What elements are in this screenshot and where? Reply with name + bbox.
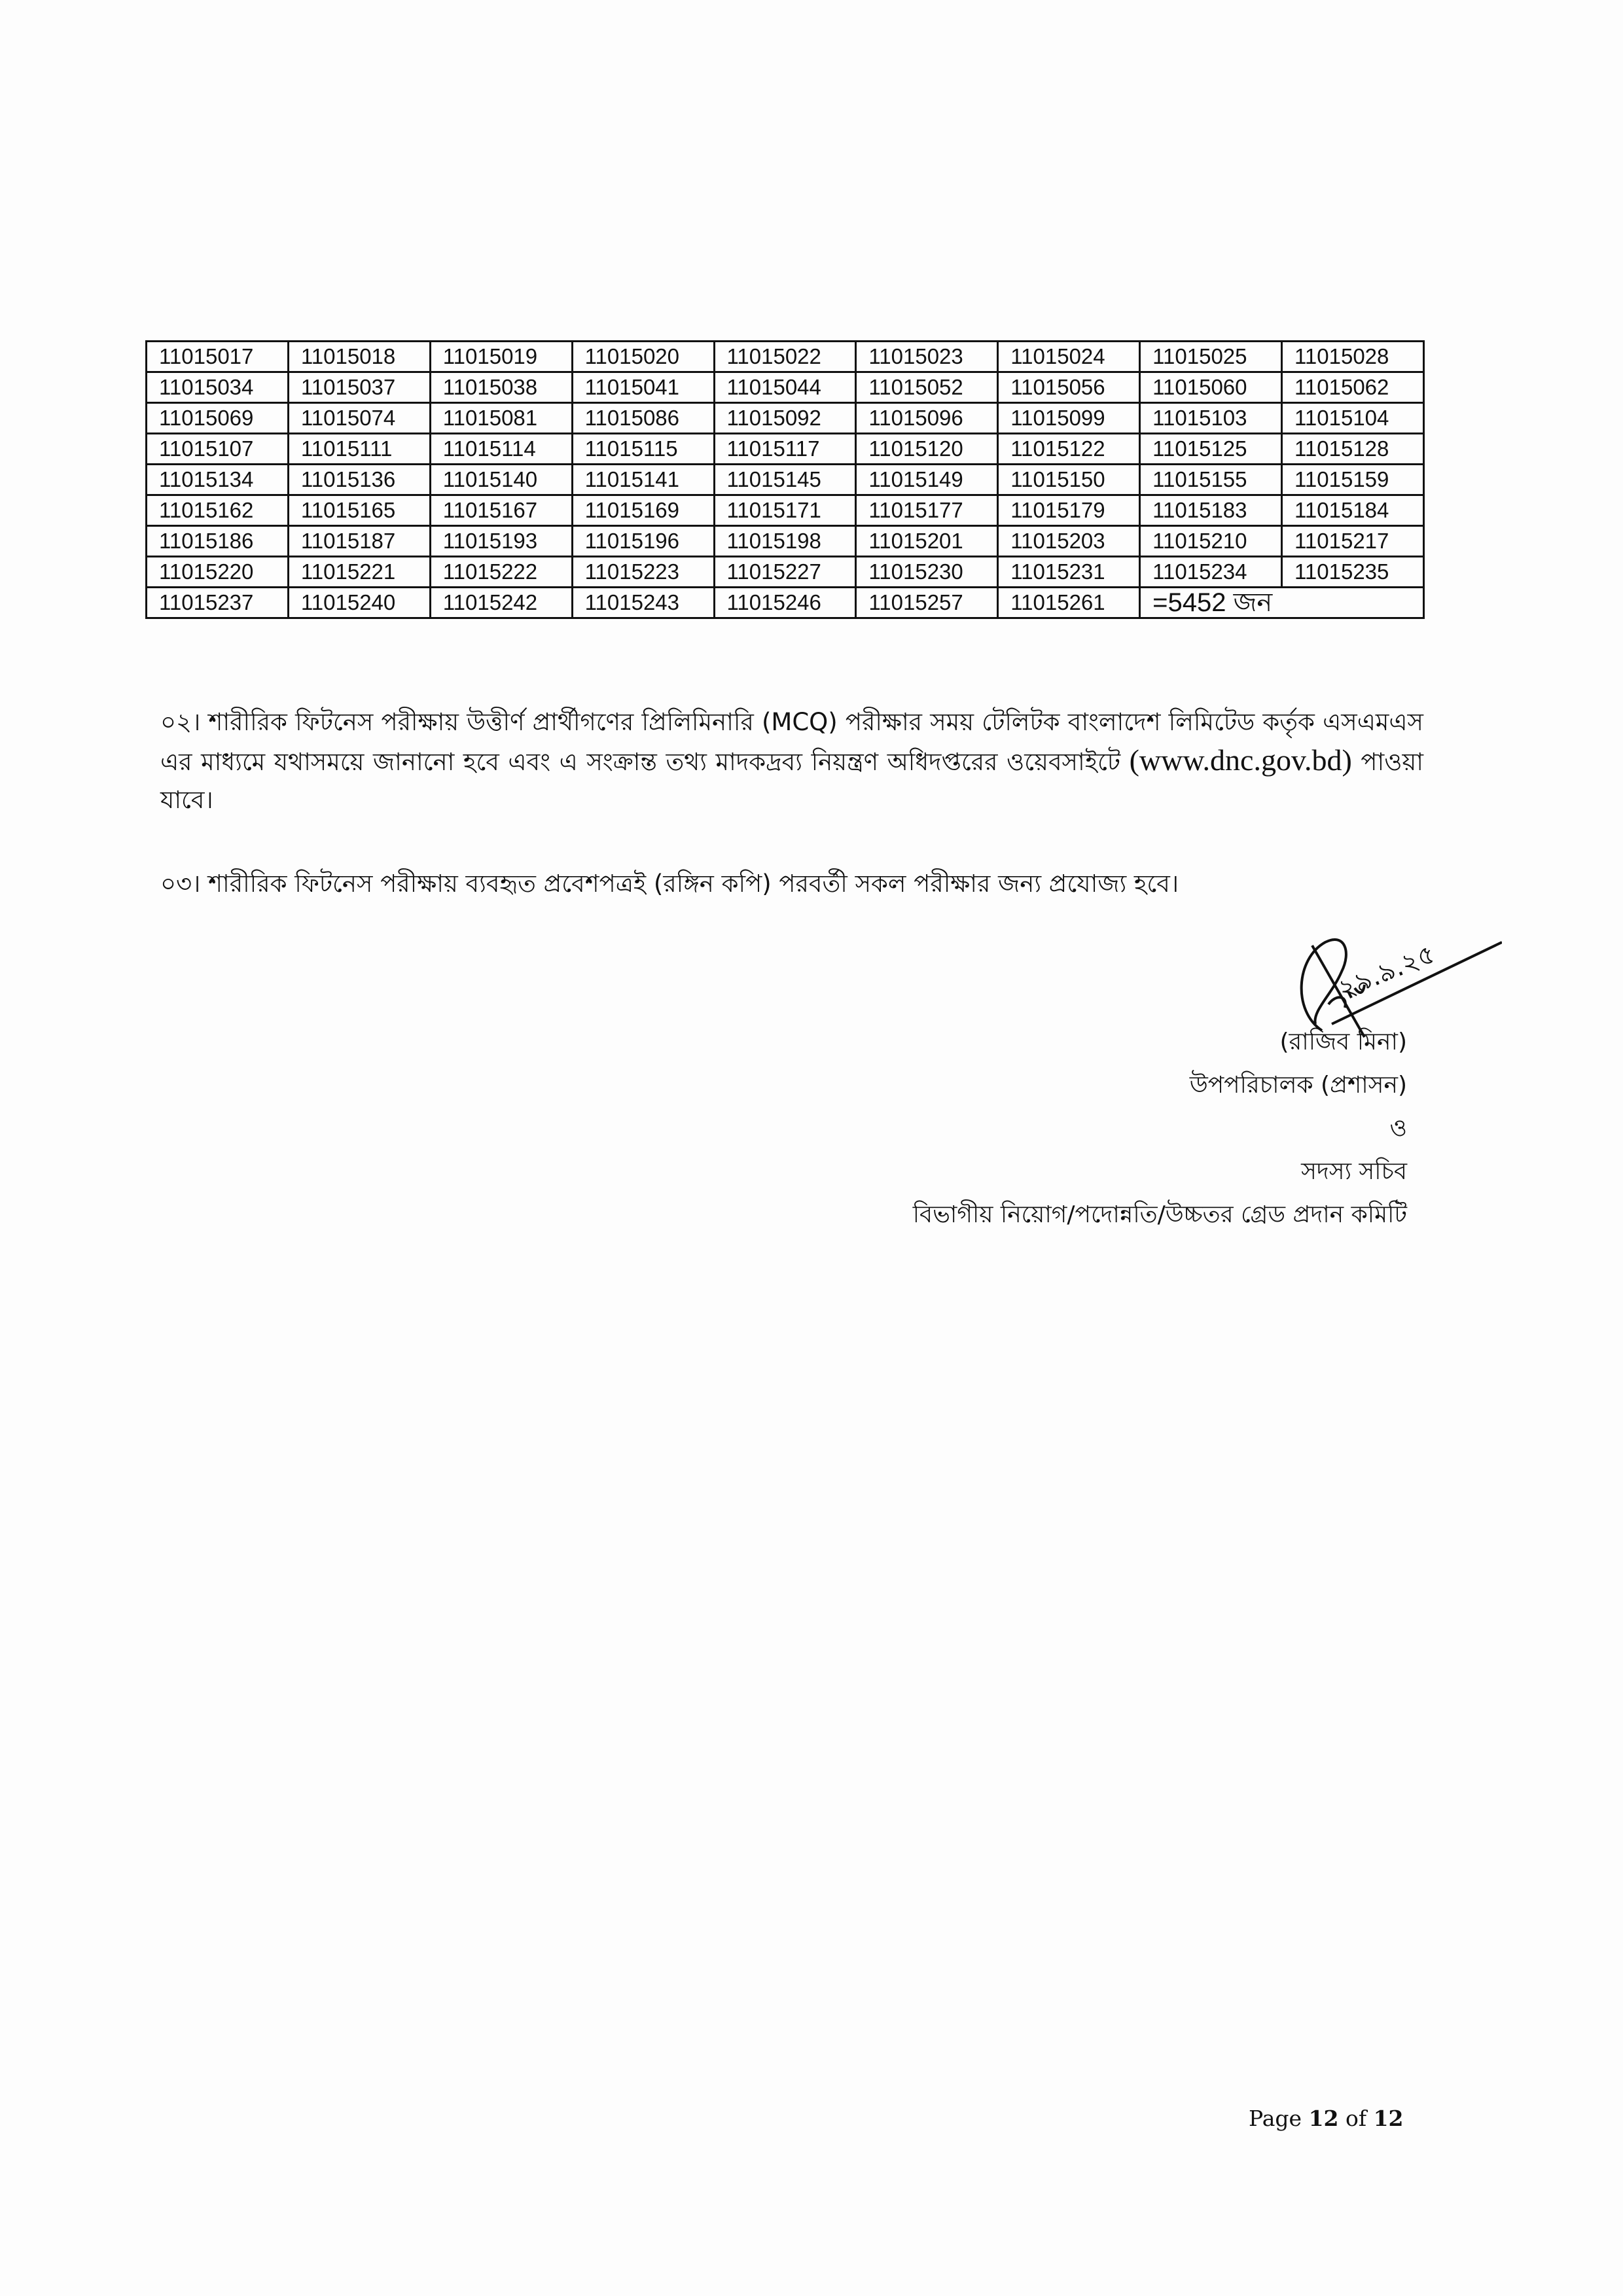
roll-number-cell: 11015037	[288, 372, 430, 403]
roll-number-cell: 11015104	[1282, 403, 1424, 434]
roll-number-cell: 11015099	[998, 403, 1140, 434]
roll-number-cell: 11015056	[998, 372, 1140, 403]
roll-number-cell: 11015203	[998, 526, 1140, 557]
roll-number-cell: 11015024	[998, 342, 1140, 372]
roll-number-cell: 11015111	[288, 434, 430, 465]
roll-number-cell: 11015162	[147, 495, 289, 526]
paragraph-02	[160, 703, 1423, 819]
roll-number-cell: 11015150	[998, 465, 1140, 495]
roll-number-cell: 11015125	[1140, 434, 1282, 465]
roll-number-cell: 11015243	[572, 588, 714, 618]
signatory-role: সদস্য সচিব	[1301, 1158, 1407, 1185]
page-number	[1249, 2106, 1404, 2131]
roll-number-cell: 11015198	[714, 526, 856, 557]
roll-number-cell: 11015230	[856, 557, 998, 588]
table-row	[147, 588, 1424, 618]
roll-number-cell: 11015120	[856, 434, 998, 465]
roll-number-cell: 11015145	[714, 465, 856, 495]
signatory-name: (রাজিব মিনা)	[1279, 1029, 1407, 1055]
signatory-conjunction: ও	[1389, 1115, 1407, 1142]
roll-number-cell: 11015187	[288, 526, 430, 557]
roll-number-cell: 11015141	[572, 465, 714, 495]
roll-number-cell: 11015041	[572, 372, 714, 403]
roll-number-cell: 11015081	[430, 403, 572, 434]
roll-number-cell: 11015223	[572, 557, 714, 588]
roll-number-cell: 11015184	[1282, 495, 1424, 526]
roll-number-cell: 11015122	[998, 434, 1140, 465]
roll-number-cell: 11015117	[714, 434, 856, 465]
roll-number-cell: 11015052	[856, 372, 998, 403]
table-row	[147, 403, 1424, 434]
signatory-designation: উপপরিচালক (প্রশাসন)	[1189, 1072, 1407, 1099]
roll-number-cell: 11015220	[147, 557, 289, 588]
roll-number-cell: 11015186	[147, 526, 289, 557]
roll-number-cell: 11015242	[430, 588, 572, 618]
roll-number-cell: 11015038	[430, 372, 572, 403]
roll-number-cell: 11015115	[572, 434, 714, 465]
roll-number-cell: 11015134	[147, 465, 289, 495]
roll-number-cell: 11015257	[856, 588, 998, 618]
roll-number-cell: 11015020	[572, 342, 714, 372]
roll-number-cell: 11015155	[1140, 465, 1282, 495]
total-pages: 12	[1373, 2106, 1404, 2131]
roll-number-cell: 11015028	[1282, 342, 1424, 372]
roll-number-cell: 11015044	[714, 372, 856, 403]
roll-number-cell: 11015193	[430, 526, 572, 557]
roll-number-cell: 11015165	[288, 495, 430, 526]
website-link[interactable]: (www.dnc.gov.bd)	[1129, 743, 1352, 777]
roll-number-cell: 11015114	[430, 434, 572, 465]
roll-number-cell: 11015221	[288, 557, 430, 588]
page-word: Page	[1249, 2106, 1302, 2131]
roll-number-cell: 11015183	[1140, 495, 1282, 526]
paragraph-02-tail: পাওয়া যাবে।	[160, 748, 1423, 814]
roll-number-cell: 11015235	[1282, 557, 1424, 588]
roll-number-cell: 11015222	[430, 557, 572, 588]
roll-number-cell: 11015234	[1140, 557, 1282, 588]
table-row	[147, 434, 1424, 465]
roll-number-cell: 11015140	[430, 465, 572, 495]
roll-number-cell: 11015025	[1140, 342, 1282, 372]
roll-number-cell: 11015196	[572, 526, 714, 557]
roll-number-cell: 11015103	[1140, 403, 1282, 434]
roll-number-cell: 11015096	[856, 403, 998, 434]
roll-number-cell: 11015062	[1282, 372, 1424, 403]
roll-number-cell: 11015086	[572, 403, 714, 434]
table-row	[147, 342, 1424, 372]
roll-number-cell: 11015022	[714, 342, 856, 372]
roll-number-cell: 11015018	[288, 342, 430, 372]
roll-number-cell: 11015261	[998, 588, 1140, 618]
table-row	[147, 526, 1424, 557]
of-word: of	[1346, 2106, 1367, 2131]
roll-number-cell: 11015177	[856, 495, 998, 526]
signatory-block	[913, 936, 1407, 1237]
roll-number-cell: 11015227	[714, 557, 856, 588]
roll-number-cell: 11015060	[1140, 372, 1282, 403]
signature-date: ২৯.৯.২৫	[1334, 939, 1440, 1005]
roll-number-cell: 11015159	[1282, 465, 1424, 495]
roll-number-cell: 11015128	[1282, 434, 1424, 465]
table-row	[147, 465, 1424, 495]
roll-number-cell: 11015237	[147, 588, 289, 618]
current-page: 12	[1308, 2106, 1339, 2131]
roll-number-cell: 11015017	[147, 342, 289, 372]
roll-number-cell: 11015201	[856, 526, 998, 557]
roll-number-cell: 11015210	[1140, 526, 1282, 557]
table-row	[147, 495, 1424, 526]
table-row	[147, 372, 1424, 403]
roll-number-cell: 11015171	[714, 495, 856, 526]
roll-number-cell: 11015023	[856, 342, 998, 372]
roll-number-cell: 11015179	[998, 495, 1140, 526]
roll-number-cell: 11015167	[430, 495, 572, 526]
roll-number-cell: 11015092	[714, 403, 856, 434]
roll-number-cell: 11015136	[288, 465, 430, 495]
roll-table-body	[147, 342, 1424, 618]
roll-number-cell: 11015069	[147, 403, 289, 434]
roll-number-cell: 11015074	[288, 403, 430, 434]
roll-number-cell: 11015240	[288, 588, 430, 618]
roll-number-cell: 11015149	[856, 465, 998, 495]
table-row	[147, 557, 1424, 588]
roll-number-cell: 11015034	[147, 372, 289, 403]
total-candidates-cell: =5452 জন	[1140, 588, 1424, 618]
signatory-committee: বিভাগীয় নিয়োগ/পদোন্নতি/উচ্চতর গ্রেড প্রদান কমিটি	[912, 1201, 1407, 1228]
roll-number-cell: 11015169	[572, 495, 714, 526]
roll-number-cell: 11015246	[714, 588, 856, 618]
paragraph-02-text: ০২। শারীরিক ফিটনেস পরীক্ষায় উত্তীর্ণ প্রার্থীগণের প্রিলিমিনারি (MCQ) পরীক্ষার সময় টেলিটক বাংলাদেশ লিমিটেড কর্তৃক এসএমএস এর মাধ্যমে যথাসময়ে জানানো হবে এবং এ সংক্রান্ত তথ্য মাদকদ্রব্য নিয়ন্ত্রণ অধিদপ্তরের ওয়েবসাইটে	[160, 708, 1423, 776]
roll-number-cell: 11015107	[147, 434, 289, 465]
roll-number-cell: 11015019	[430, 342, 572, 372]
roll-number-cell: 11015217	[1282, 526, 1424, 557]
roll-number-cell: 11015231	[998, 557, 1140, 588]
paragraph-03	[160, 865, 1423, 903]
passed-candidates-roll-table	[145, 340, 1425, 619]
paragraph-03-text: ০৩। শারীরিক ফিটনেস পরীক্ষায় ব্যবহৃত প্রবেশপত্রই (রঙ্গিন কপি) পরবর্তী সকল পরীক্ষার জন্য প্রযোজ্য হবে।	[160, 870, 1179, 898]
